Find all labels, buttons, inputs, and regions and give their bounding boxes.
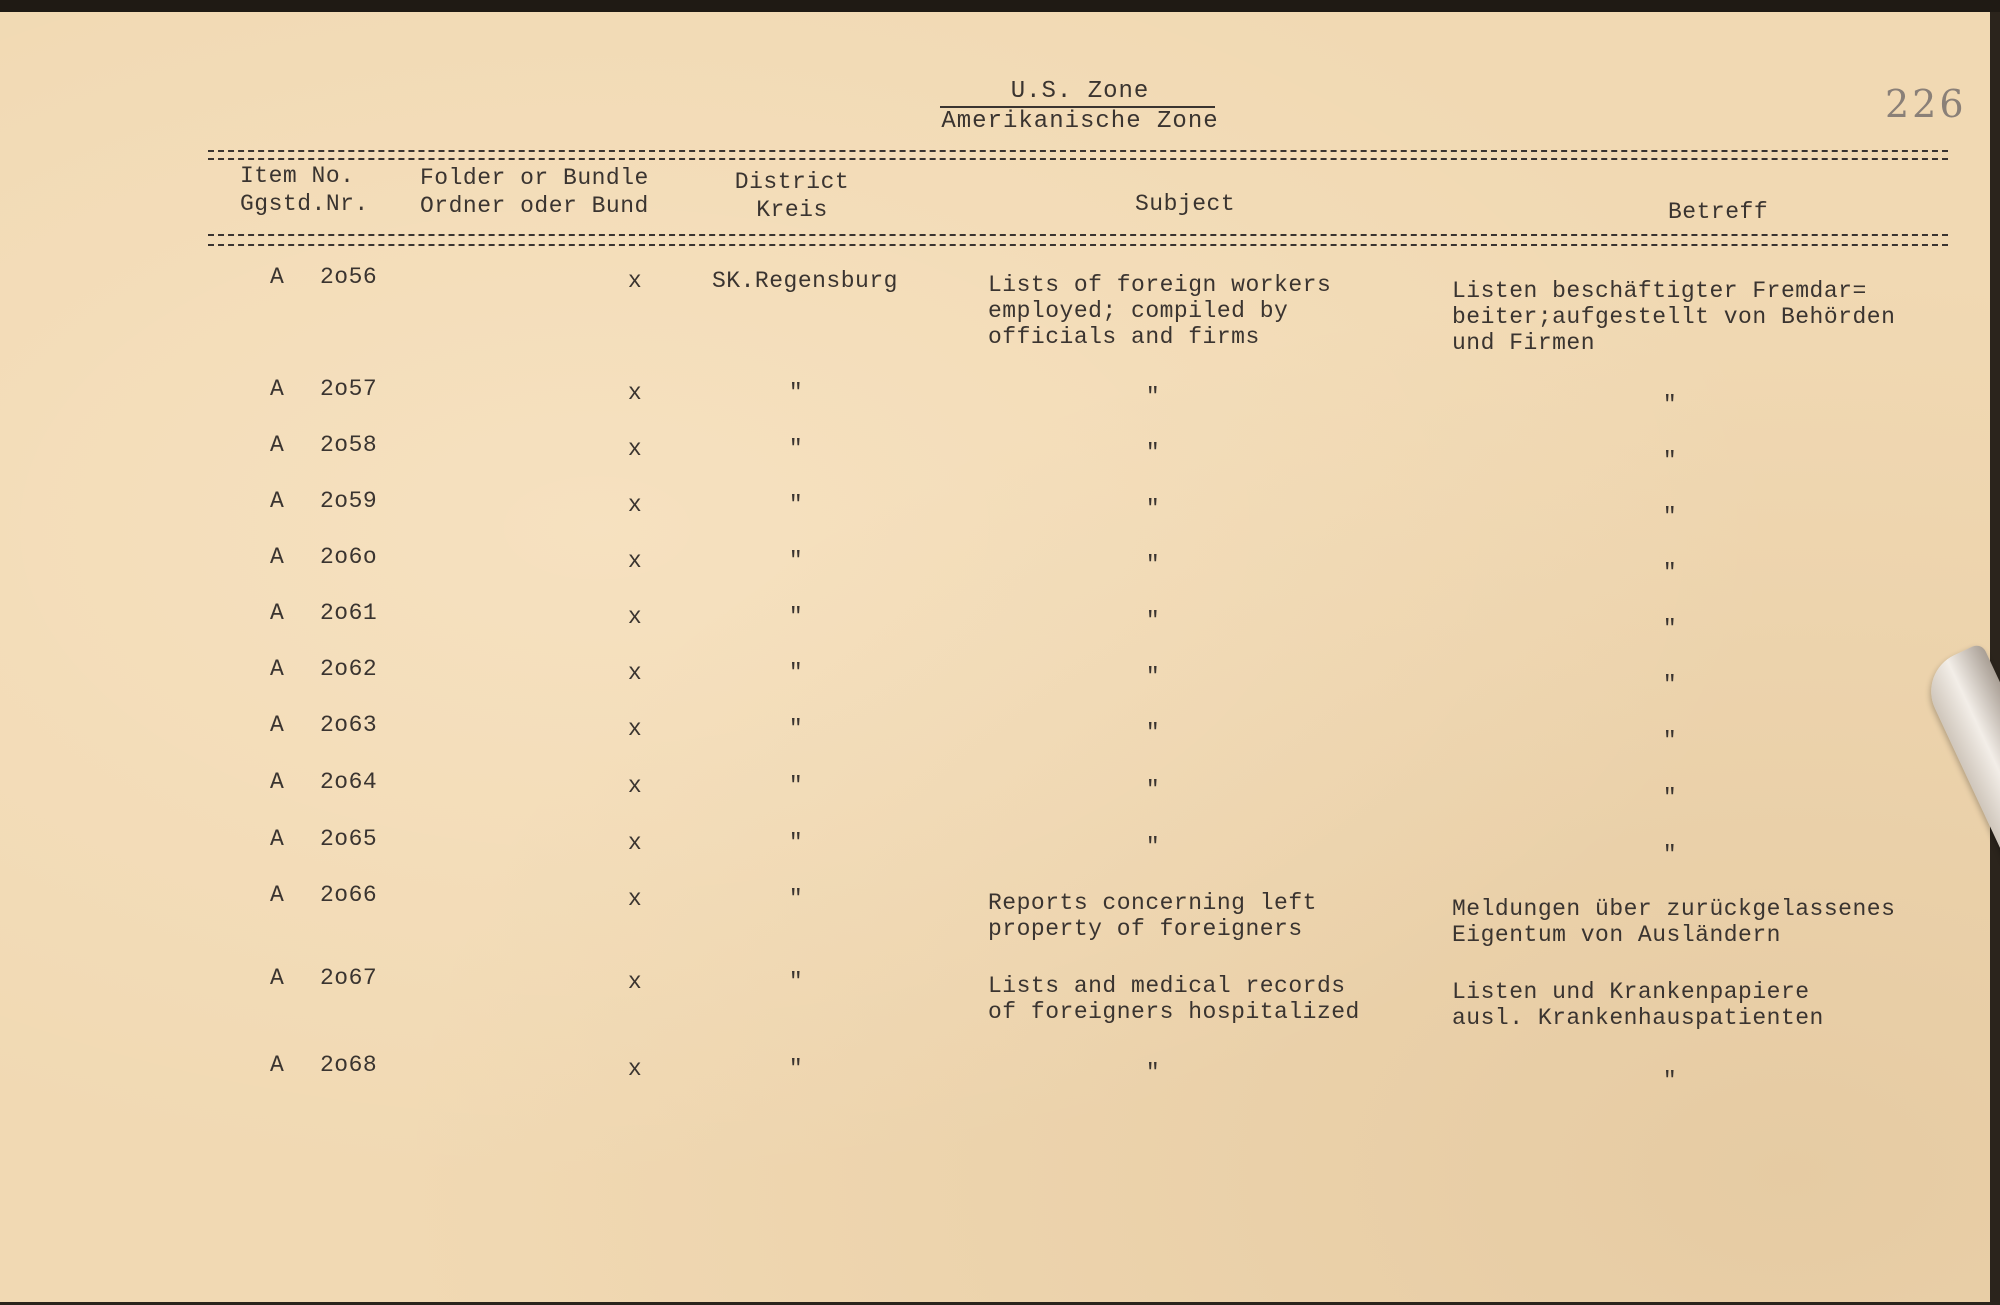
row-district: " [788, 492, 804, 518]
row-item-number: 2o62 [320, 656, 378, 682]
row-subject: " [1145, 777, 1161, 803]
row-district: " [788, 830, 804, 856]
row-prefix: A [270, 1052, 285, 1078]
row-item-number: 2o64 [320, 769, 378, 795]
row-betreff: " [1662, 1068, 1678, 1094]
row-prefix: A [270, 712, 285, 738]
col-item-de: Ggstd.Nr. [240, 191, 369, 217]
scan-edge [0, 0, 2000, 12]
row-district: " [788, 436, 804, 462]
row-prefix: A [270, 965, 285, 991]
row-subject: " [1145, 608, 1161, 634]
row-betreff: " [1662, 672, 1678, 698]
row-folder-mark: x [627, 604, 643, 630]
row-district: " [788, 380, 804, 406]
row-prefix: A [270, 769, 285, 795]
col-district-header [712, 168, 872, 224]
row-betreff: Listen beschäftigter Fremdar= beiter;aufgestellt von Behörden und Firmen [1452, 278, 1896, 356]
header-rule-bottom-2 [208, 244, 1948, 246]
col-folder-en: Folder or Bundle [420, 165, 649, 191]
row-prefix: A [270, 376, 285, 402]
row-district: " [788, 548, 804, 574]
row-subject: Lists of foreign workers employed; compiled by officials and firms [988, 272, 1332, 350]
row-betreff: " [1662, 504, 1678, 530]
row-folder-mark: x [627, 969, 643, 995]
col-item-header [240, 162, 369, 218]
row-item-number: 2o59 [320, 488, 378, 514]
col-district-en: District [734, 169, 850, 195]
row-betreff: " [1662, 448, 1678, 474]
header-rule-top [208, 150, 1948, 152]
row-district: " [788, 1056, 804, 1082]
header-rule-top-2 [208, 158, 1948, 160]
col-folder-de: Ordner oder Bund [420, 193, 649, 219]
row-betreff: " [1662, 842, 1678, 868]
row-betreff: " [1662, 728, 1678, 754]
row-folder-mark: x [627, 268, 643, 294]
row-subject: " [1145, 496, 1161, 522]
row-prefix: A [270, 544, 285, 570]
row-prefix: A [270, 882, 285, 908]
zone-title-de: Amerikanische Zone [941, 108, 1219, 135]
row-item-number: 2o68 [320, 1052, 378, 1078]
col-betreff-header: Betreff [1668, 199, 1769, 225]
row-subject: " [1145, 834, 1161, 860]
row-item-number: 2o65 [320, 826, 378, 852]
row-betreff: " [1662, 785, 1678, 811]
row-district: " [788, 604, 804, 630]
row-item-number: 2o61 [320, 600, 378, 626]
document-page [0, 12, 1990, 1302]
col-district-de: Kreis [756, 197, 828, 223]
row-subject: " [1145, 720, 1161, 746]
row-district: " [788, 886, 804, 912]
row-folder-mark: x [627, 830, 643, 856]
row-subject: " [1145, 440, 1161, 466]
row-folder-mark: x [627, 886, 643, 912]
col-item-en: Item No. [240, 163, 355, 189]
row-item-number: 2o67 [320, 965, 378, 991]
row-betreff: " [1662, 616, 1678, 642]
row-subject: Reports concerning left property of foreigners [988, 890, 1317, 942]
row-district: SK.Regensburg [712, 268, 898, 294]
row-district: " [788, 660, 804, 686]
row-folder-mark: x [627, 492, 643, 518]
header-rule-bottom [208, 234, 1948, 236]
row-item-number: 2o58 [320, 432, 378, 458]
row-betreff: " [1662, 560, 1678, 586]
row-folder-mark: x [627, 716, 643, 742]
row-district: " [788, 716, 804, 742]
row-prefix: A [270, 826, 285, 852]
row-folder-mark: x [627, 1056, 643, 1082]
row-subject: " [1145, 664, 1161, 690]
page-number: 226 [1885, 82, 1967, 126]
row-prefix: A [270, 488, 285, 514]
row-subject: " [1145, 552, 1161, 578]
row-item-number: 2o56 [320, 264, 378, 290]
row-prefix: A [270, 264, 285, 290]
row-subject: " [1145, 1060, 1161, 1086]
col-folder-header [420, 164, 649, 220]
row-item-number: 2o57 [320, 376, 378, 402]
row-folder-mark: x [627, 660, 643, 686]
row-district: " [788, 773, 804, 799]
row-folder-mark: x [627, 548, 643, 574]
col-subject-header: Subject [1135, 191, 1236, 217]
zone-title-en: U.S. Zone [1010, 78, 1150, 105]
row-prefix: A [270, 656, 285, 682]
tweezer-tool [1918, 642, 2000, 907]
row-prefix: A [270, 432, 285, 458]
row-subject: " [1145, 384, 1161, 410]
row-item-number: 2o63 [320, 712, 378, 738]
row-item-number: 2o6o [320, 544, 378, 570]
row-folder-mark: x [627, 380, 643, 406]
row-betreff: " [1662, 392, 1678, 418]
row-prefix: A [270, 600, 285, 626]
row-folder-mark: x [627, 773, 643, 799]
row-district: " [788, 969, 804, 995]
row-betreff: Meldungen über zurückgelassenes Eigentum von Ausländern [1452, 896, 1896, 948]
row-betreff: Listen und Krankenpapiere ausl. Krankenhauspatienten [1452, 979, 1824, 1031]
row-item-number: 2o66 [320, 882, 378, 908]
row-folder-mark: x [627, 436, 643, 462]
row-subject: Lists and medical records of foreigners hospitalized [988, 973, 1360, 1025]
